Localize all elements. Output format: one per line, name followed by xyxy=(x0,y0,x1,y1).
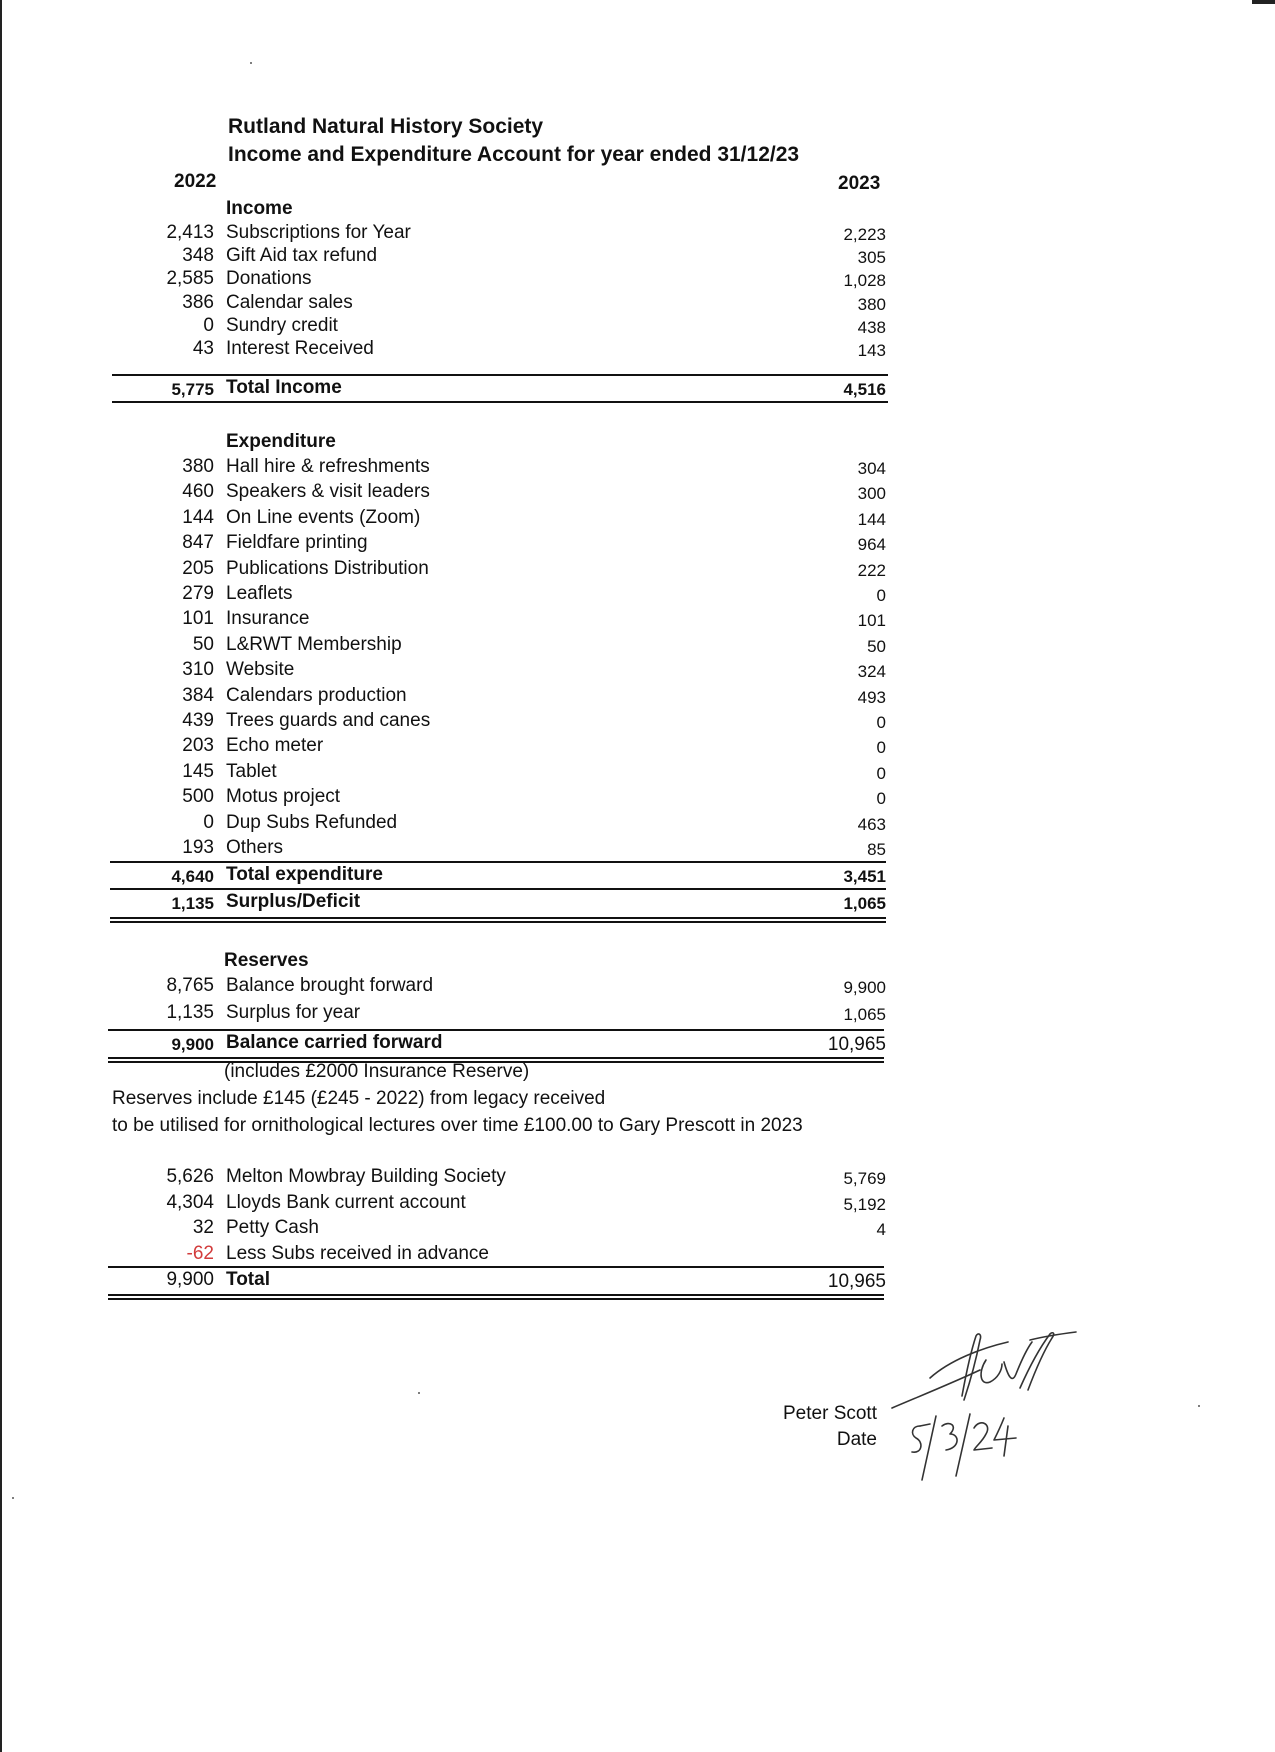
expenditure-row xyxy=(100,481,890,505)
expenditure-value-2022: 0 xyxy=(203,811,214,833)
account-value-2022: -62 xyxy=(186,1242,214,1264)
expenditure-total-2023: 3,451 xyxy=(843,867,886,886)
accounts-rule xyxy=(108,1266,884,1268)
accounts-total-rule-1 xyxy=(108,1294,884,1296)
expenditure-total-rule xyxy=(110,888,886,890)
expenditure-value-2023: 0 xyxy=(876,713,886,732)
expenditure-value-2022: 101 xyxy=(182,608,214,630)
income-row xyxy=(100,268,890,292)
surplus-rule-1 xyxy=(110,917,886,919)
reserves-total-2022: 9,900 xyxy=(171,1035,214,1054)
expenditure-value-2023: 0 xyxy=(876,789,886,809)
expenditure-value-2022: 847 xyxy=(182,532,214,554)
date-digit-2 xyxy=(974,1423,992,1450)
expenditure-value-2023: 463 xyxy=(857,814,886,834)
signature-stroke xyxy=(962,1334,981,1400)
income-label: Calendar sales xyxy=(226,291,353,313)
income-value-2022: 2,585 xyxy=(166,268,214,290)
expenditure-value-2023: 222 xyxy=(857,560,886,580)
legacy-note-line-1: Reserves include £145 (£245 - 2022) from legacy received xyxy=(112,1088,606,1109)
expenditure-row xyxy=(100,456,890,480)
income-label: Interest Received xyxy=(226,338,374,359)
account-value-2022: 5,626 xyxy=(166,1166,214,1187)
expenditure-label: Insurance xyxy=(226,608,310,630)
accounts-total-rule-2 xyxy=(108,1298,884,1300)
expenditure-value-2023: 304 xyxy=(857,459,886,478)
account-label: Lloyds Bank current account xyxy=(226,1191,466,1213)
expenditure-label: Calendars production xyxy=(226,684,407,706)
income-label: Subscriptions for Year xyxy=(226,222,411,243)
expenditure-value-2022: 145 xyxy=(182,760,214,782)
scan-speck xyxy=(12,1497,14,1499)
reserves-value-2022: 1,135 xyxy=(166,1002,214,1023)
income-value-2023: 1,028 xyxy=(843,271,886,291)
expenditure-value-2022: 50 xyxy=(192,633,214,655)
income-total-2022: 5,775 xyxy=(171,380,214,399)
accounts-total-2022: 9,900 xyxy=(166,1269,214,1290)
expenditure-row xyxy=(100,710,890,734)
expenditure-row xyxy=(100,583,890,607)
reserves-heading: Reserves xyxy=(224,950,309,971)
account-row xyxy=(100,1192,890,1216)
expenditure-value-2022: 205 xyxy=(182,557,214,579)
reserves-value-2023: 1,065 xyxy=(843,1005,886,1024)
account-value-2023: 5,769 xyxy=(843,1169,886,1188)
account-row xyxy=(100,1166,890,1190)
date-slash xyxy=(956,1414,970,1476)
expenditure-row xyxy=(100,507,890,531)
account-value-2022: 32 xyxy=(192,1217,214,1238)
expenditure-value-2023: 0 xyxy=(876,763,886,783)
expenditure-value-2022: 460 xyxy=(182,481,214,503)
expenditure-row xyxy=(100,735,890,759)
expenditure-value-2022: 310 xyxy=(182,659,214,681)
expenditure-label: Others xyxy=(226,837,284,858)
income-rule xyxy=(112,374,888,376)
income-row xyxy=(100,245,890,269)
expenditure-label: Leaflets xyxy=(226,583,293,604)
reserves-label: Balance brought forward xyxy=(226,975,434,996)
column-header-2023: 2023 xyxy=(838,173,881,194)
date-digit-5 xyxy=(912,1426,921,1452)
statement-subtitle: Income and Expenditure Account for year ended 31/12/23 xyxy=(228,143,800,166)
scan-speck xyxy=(418,1392,420,1394)
expenditure-value-2023: 964 xyxy=(857,535,886,555)
accounts-total-2023: 10,965 xyxy=(827,1271,886,1292)
account-value-2023: 5,192 xyxy=(843,1194,886,1214)
expenditure-label: Speakers & visit leaders xyxy=(226,481,430,503)
accounts-total-row xyxy=(100,1269,890,1293)
expenditure-row xyxy=(100,837,890,861)
reserves-total-row xyxy=(100,1032,890,1056)
reserves-row xyxy=(100,1002,890,1026)
signatory-name: Peter Scott xyxy=(783,1403,877,1424)
expenditure-total-2022: 4,640 xyxy=(171,867,214,886)
expenditure-value-2023: 0 xyxy=(876,738,886,758)
reserves-total-rule-1 xyxy=(108,1057,884,1059)
income-value-2023: 438 xyxy=(857,317,886,337)
legacy-note-line-2: to be utilised for ornithological lectures over time £100.00 to Gary Prescott in 2023 xyxy=(112,1115,803,1136)
surplus-rule-2 xyxy=(110,921,886,923)
expenditure-row xyxy=(100,558,890,582)
date-digit-3 xyxy=(942,1424,957,1450)
income-value-2023: 380 xyxy=(857,294,886,314)
expenditure-row xyxy=(100,532,890,556)
expenditure-value-2022: 500 xyxy=(182,786,214,808)
date-digit-4 xyxy=(994,1418,1016,1440)
column-header-2022: 2022 xyxy=(174,171,217,192)
reserves-total-2023: 10,965 xyxy=(827,1034,886,1055)
expenditure-label: Echo meter xyxy=(226,735,324,757)
income-total-2023: 4,516 xyxy=(843,380,886,399)
scan-edge-left xyxy=(0,0,2,1752)
expenditure-row xyxy=(100,812,890,836)
expenditure-total-row xyxy=(100,864,890,888)
expenditure-value-2022: 203 xyxy=(182,735,214,757)
expenditure-row xyxy=(100,786,890,810)
surplus-2023: 1,065 xyxy=(843,894,886,913)
account-label: Melton Mowbray Building Society xyxy=(226,1166,506,1187)
expenditure-row xyxy=(100,685,890,709)
income-label: Sundry credit xyxy=(226,314,338,336)
income-value-2022: 348 xyxy=(182,245,214,267)
income-total-label: Total Income xyxy=(226,377,342,398)
account-row xyxy=(100,1243,890,1267)
expenditure-value-2023: 300 xyxy=(857,484,886,504)
expenditure-label: Trees guards and canes xyxy=(226,710,431,731)
income-total-row xyxy=(100,377,890,401)
signature-stroke xyxy=(1020,1333,1054,1390)
expenditure-value-2023: 324 xyxy=(857,662,886,682)
scan-edge-mark xyxy=(1252,0,1275,4)
expenditure-row xyxy=(100,608,890,632)
expenditure-label: Motus project xyxy=(226,786,341,808)
scan-speck xyxy=(250,62,252,64)
expenditure-label: Tablet xyxy=(226,760,277,782)
expenditure-heading: Expenditure xyxy=(226,431,336,452)
expenditure-label: Fieldfare printing xyxy=(226,532,368,554)
income-heading: Income xyxy=(226,198,293,219)
income-value-2023: 2,223 xyxy=(843,225,886,244)
signature-stroke xyxy=(981,1360,1002,1383)
expenditure-total-label: Total expenditure xyxy=(226,864,383,885)
insurance-note: (includes £2000 Insurance Reserve) xyxy=(224,1061,530,1082)
org-title: Rutland Natural History Society xyxy=(228,115,544,138)
expenditure-value-2023: 50 xyxy=(867,636,886,656)
expenditure-value-2022: 439 xyxy=(182,710,214,731)
surplus-label: Surplus/Deficit xyxy=(226,891,361,912)
expenditure-value-2022: 144 xyxy=(182,506,214,528)
expenditure-value-2022: 193 xyxy=(182,837,214,858)
income-total-rule xyxy=(112,401,888,403)
expenditure-label: Dup Subs Refunded xyxy=(226,811,398,833)
expenditure-label: Publications Distribution xyxy=(226,557,429,579)
income-row xyxy=(100,292,890,316)
income-row xyxy=(100,222,890,246)
income-value-2022: 43 xyxy=(192,338,214,359)
expenditure-value-2022: 384 xyxy=(182,684,214,706)
account-label: Less Subs received in advance xyxy=(226,1242,489,1264)
reserves-row xyxy=(100,975,890,999)
income-value-2023: 305 xyxy=(857,248,886,268)
income-value-2022: 0 xyxy=(203,314,214,336)
account-value-2023: 4 xyxy=(876,1220,886,1239)
income-row xyxy=(100,315,890,339)
income-label: Donations xyxy=(226,268,312,290)
expenditure-rule xyxy=(110,861,886,863)
date-label: Date xyxy=(836,1429,877,1450)
accounts-total-label: Total xyxy=(226,1269,270,1290)
date-digit-5 xyxy=(920,1424,930,1426)
expenditure-row xyxy=(100,659,890,683)
expenditure-value-2023: 85 xyxy=(867,840,886,859)
account-value-2022: 4,304 xyxy=(166,1191,214,1213)
income-value-2022: 2,413 xyxy=(166,222,214,243)
surplus-2022: 1,135 xyxy=(171,894,214,913)
expenditure-value-2022: 279 xyxy=(182,583,214,604)
expenditure-value-2022: 380 xyxy=(182,456,214,477)
reserves-rule xyxy=(108,1029,884,1031)
scan-speck xyxy=(1198,1405,1200,1407)
expenditure-value-2023: 0 xyxy=(876,586,886,605)
expenditure-row xyxy=(100,634,890,658)
reserves-label: Surplus for year xyxy=(226,1002,361,1023)
income-value-2023: 143 xyxy=(857,341,886,360)
expenditure-label: Hall hire & refreshments xyxy=(226,456,430,477)
income-row xyxy=(100,338,890,362)
account-row xyxy=(100,1217,890,1241)
account-label: Petty Cash xyxy=(226,1217,319,1238)
surplus-row xyxy=(100,891,890,915)
expenditure-label: On Line events (Zoom) xyxy=(226,506,421,528)
expenditure-label: Website xyxy=(226,659,295,681)
expenditure-label: L&RWT Membership xyxy=(226,633,402,655)
expenditure-value-2023: 493 xyxy=(857,687,886,707)
signature-and-date-handwriting xyxy=(890,1330,1090,1490)
income-label: Gift Aid tax refund xyxy=(226,245,378,267)
reserves-value-2023: 9,900 xyxy=(843,978,886,997)
reserves-total-label: Balance carried forward xyxy=(226,1032,443,1053)
reserves-value-2022: 8,765 xyxy=(166,975,214,996)
expenditure-row xyxy=(100,761,890,785)
expenditure-value-2023: 101 xyxy=(857,611,886,631)
expenditure-value-2023: 144 xyxy=(857,509,886,529)
income-value-2022: 386 xyxy=(182,291,214,313)
date-digit-4 xyxy=(1004,1426,1008,1456)
